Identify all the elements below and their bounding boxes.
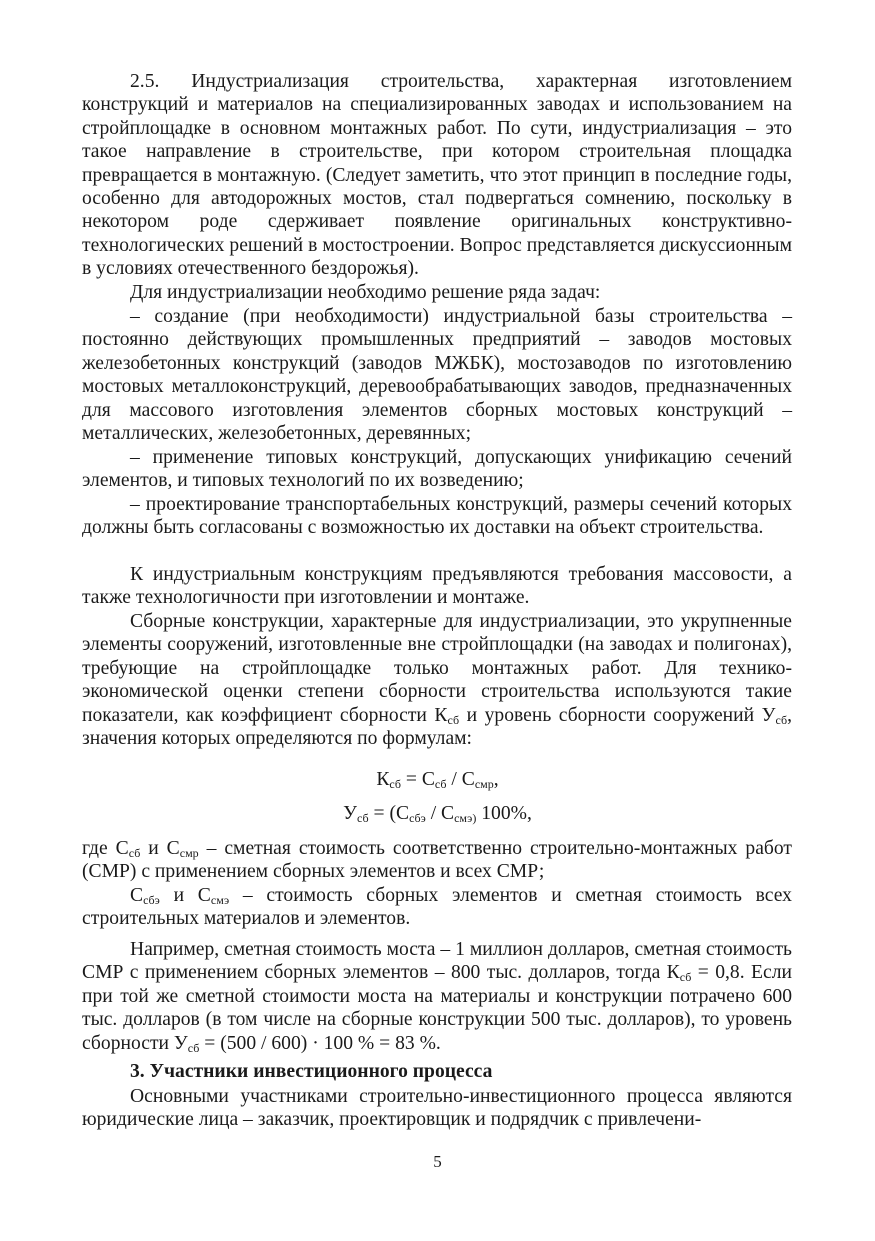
formula-u	[0, 802, 875, 825]
section-heading: 3. Участники инвестиционного процесса	[130, 1061, 493, 1082]
paragraph-task-transportable: – проектирование транспортабельных конструкций, размеры сечений которых должны быть согласованы с возможностью их доставки на объект строительства.	[82, 494, 792, 539]
where-b-sub: смр	[179, 846, 199, 860]
formula-u-c1-sub: сбэ	[409, 811, 426, 825]
prefab-mid: и уровень сборности сооружений У	[459, 704, 776, 726]
paragraph-requirements: К индустриальным конструкциям предъявляются требования массовости, а также технологичности при изготовлении и монтаже.	[82, 564, 792, 609]
example-a-sub: сб	[679, 970, 692, 985]
formula-k-eq: = С	[401, 769, 435, 790]
paragraph-industrialization: 2.5. Индустриализация строительства, характерная изготовлением конструкций и материалов на специализированных заводах и использованием на стройплощадке в основном монтажных работ. По сути, индустриализация – это такое направление в строительстве, при котором строительная площадка превращается в монтажную. (Следует заметить, что этот принцип в последние годы, особенно для автодорожных мостов, стал подвергаться сомнению, поскольку в некотором роде сдерживает появление оригинальных конструктивно-технологических решений в мостостроении. Вопрос представляется дискуссионным в условиях отечественного бездорожья).	[82, 71, 792, 280]
example-b-sub: сб	[187, 1040, 200, 1055]
formula-k-div: / С	[446, 769, 475, 790]
prefab-sub-1: сб	[447, 712, 460, 727]
cost-def-a: С	[130, 885, 144, 906]
prefab-end: , значения которых определяются по формулам:	[82, 704, 792, 750]
formula-k-sub: сб	[389, 777, 401, 791]
where-a: где С	[82, 838, 129, 859]
example-b: = 0,8. Если при той же сметной стоимости моста на материалы и конструкции потрачено 600 тыс. долларов (в том числе на сборные конструкции 500 тыс. долларов), то уровень сборности У	[82, 962, 792, 1054]
formula-u-c2-sub: смэ)	[454, 811, 477, 825]
formula-k-c2-sub: смр	[474, 777, 494, 791]
paragraph-prefab	[82, 610, 792, 750]
cost-def-a-sub: сбэ	[143, 893, 160, 907]
where-b: и С	[140, 838, 180, 859]
prefab-text: Сборные конструкции, характерные для индустриализации, это укрупненные элементы сооружений, изготовленные вне стройплощадки (на заводах и полигонах), требующие на стройплощадке только монтажных работ. Для технико-экономической оценки степени сборности строительства используются такие показатели, как коэффициент сборности К	[82, 611, 792, 726]
formula-u-symbol: У	[343, 803, 358, 824]
example-a: Например, сметная стоимость моста – 1 миллион долларов, сметная стоимость СМР с применением сборных элементов – 800 тыс. долларов, тогда К	[82, 939, 792, 984]
formula-k-symbol: К	[376, 769, 390, 790]
where-c: – сметная стоимость соответственно строительно-монтажных работ (СМР) с применением сборных элементов и всех СМР;	[82, 838, 792, 883]
paragraph-tasks-intro: Для индустриализации необходимо решение ряда задач:	[130, 282, 601, 303]
example-c: = (500 / 600) · 100 % = 83 %.	[199, 1032, 441, 1054]
formula-k-c1-sub: сб	[434, 777, 447, 791]
paragraph-task-typical: – применение типовых конструкций, допускающих унификацию сечений элементов, и типовых технологий по их возведению;	[82, 447, 792, 492]
paragraph-where	[82, 837, 792, 884]
cost-def-b: и С	[159, 885, 211, 906]
paragraph-cost-def	[82, 884, 792, 931]
formula-k	[0, 768, 875, 791]
formula-k-end: ,	[493, 769, 499, 790]
cost-def-b-sub: смэ	[210, 893, 230, 907]
formula-u-eq: = (С	[368, 803, 410, 824]
prefab-sub-2: сб	[775, 712, 788, 727]
formula-u-end: 100%,	[476, 803, 532, 824]
cost-def-c: – стоимость сборных элементов и сметная стоимость всех строительных материалов и элементов.	[82, 885, 792, 930]
paragraph-participants: Основными участниками строительно-инвестиционного процесса являются юридические лица – заказчик, проектировщик и подрядчик с привлечени-	[82, 1086, 792, 1131]
paragraph-example	[82, 938, 792, 1055]
formula-u-sub: сб	[357, 811, 369, 825]
paragraph-task-base: – создание (при необходимости) индустриальной базы строительства – постоянно действующих промышленных предприятий – заводов мостовых железобетонных конструкций (заводов МЖБК), мостозаводов по изготовлению мостовых металлоконструкций, деревообрабатывающих заводов, предназначенных для массового изготовления элементов сборных мостовых конструкций – металлических, железобетонных, деревянных;	[82, 306, 792, 445]
where-a-sub: сб	[128, 846, 141, 860]
formula-u-div: / С	[425, 803, 455, 824]
page-number: 5	[433, 1152, 442, 1171]
